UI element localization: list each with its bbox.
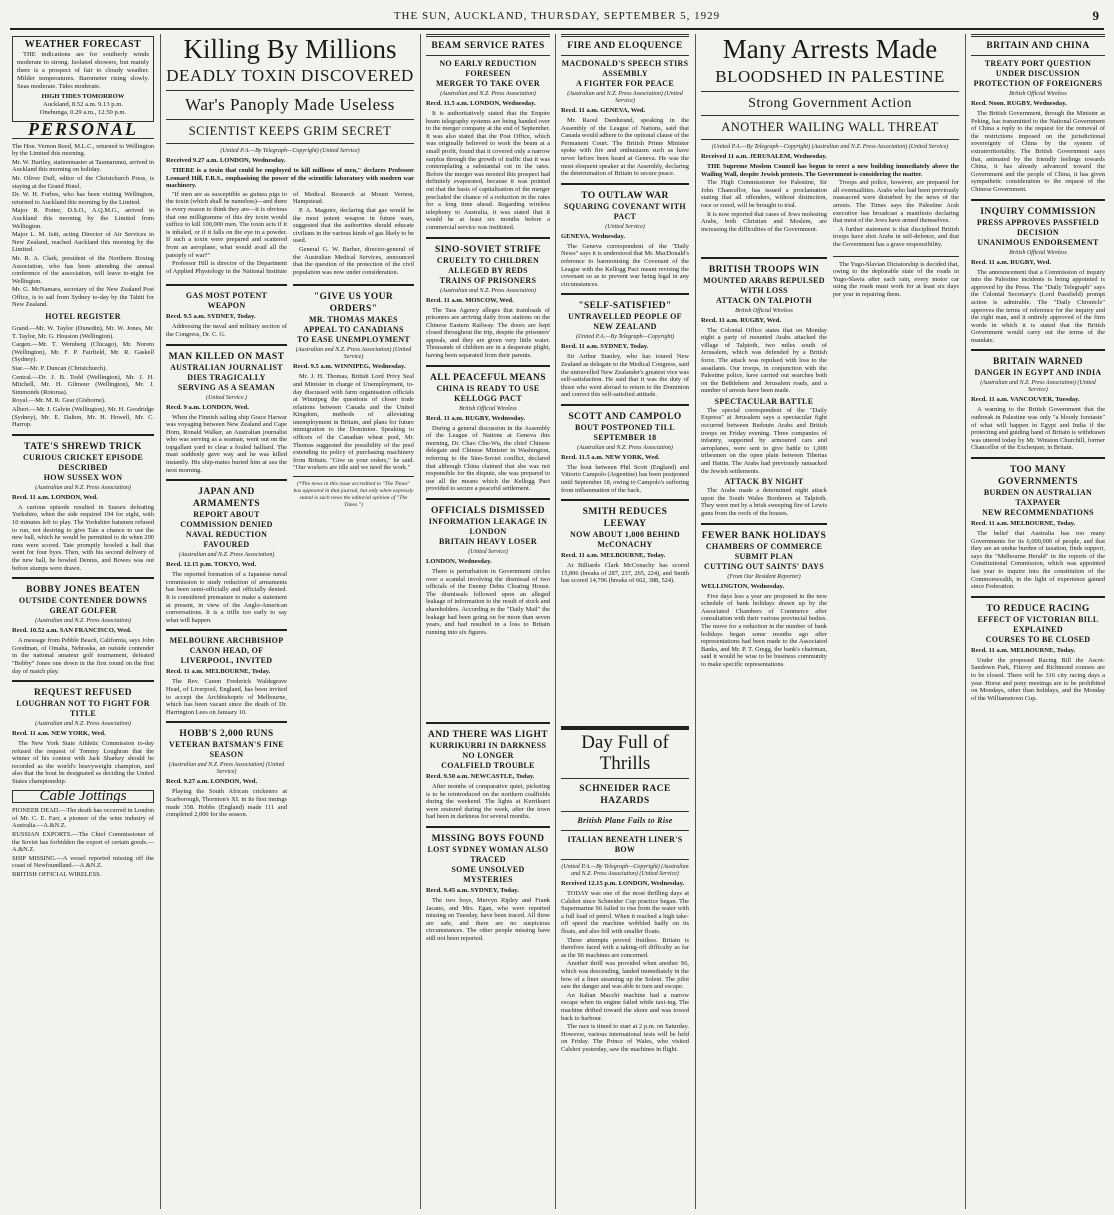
column-6 bbox=[701, 34, 959, 1209]
china-headline: BRITAIN AND CHINA bbox=[986, 41, 1090, 51]
fire-subhead-2: A FIGHTER FOR PEACE bbox=[576, 79, 674, 88]
column-2 bbox=[166, 34, 414, 1209]
campolo-subhead: BOUT POSTPONED TILL SEPTEMBER 18 bbox=[574, 422, 676, 442]
personal-item: Major L. M. Isitt, acting Director of Air Services in New Zealand, reached Auckland this morning by the Limited. bbox=[12, 231, 154, 254]
inquiry-headline: INQUIRY COMMISSION bbox=[980, 206, 1096, 217]
fire-dateline: Recd. 11 a.m. GENEVA, Wed. bbox=[561, 107, 646, 114]
col6-right bbox=[833, 252, 959, 670]
china-dateline: Recd. Noon. RUGBY, Wednesday. bbox=[971, 100, 1067, 107]
light-body: After months of comparative quiet, picketing is to be reintroduced on the northern coalfields during the weekend. The lights at Kurrikurri were restored during the week, after the town had been in darkness for several months. bbox=[426, 783, 550, 821]
officials-credit: (United Service) bbox=[468, 549, 508, 555]
warned-credit: (Australian and N.Z. Press Association) (United Service) bbox=[980, 380, 1096, 394]
body-para: A further statement is that disciplined British troops have shot Arabs in self-defence, and that the Government has a grave responsibility. bbox=[833, 225, 959, 248]
china-header bbox=[971, 34, 1105, 56]
fire-credit: (Australian and N.Z. Press Association) (United Service) bbox=[567, 91, 683, 104]
thrills-headline: Day Full of Thrills bbox=[581, 732, 669, 774]
thrills-subhead: SCHNEIDER RACE HAZARDS bbox=[579, 784, 671, 806]
warned-body: A warning to the British Government that the outbreak in Palestine was only "a bloody foretaste" of what will happen in Egypt and India if the protecting and guiding hand of Britain is withdrawn was uttered today by Mr. Winston Churchill, former Chancellor of the Exchequer, in Britain. bbox=[971, 406, 1105, 452]
campolo-body: The bout between Phil Scott (England) and Vittorio Campolo (Argentine) has been postponed until September 18, owing to Campolo's suffering from inflammation of the back. bbox=[561, 463, 689, 494]
campolo-dateline: Recd. 11.5 a.m. NEW YORK, Wed. bbox=[561, 453, 660, 461]
killing-subhead-3: SCIENTIST KEEPS GRIM SECRET bbox=[188, 124, 392, 138]
column-3 bbox=[426, 34, 550, 721]
page-number: 9 bbox=[1092, 8, 1100, 23]
china-subhead-2: PROTECTION OF FOREIGNERS bbox=[973, 79, 1103, 88]
smith-body: At Billiards Clark McConachy has scored 15,896 (breaks of 287, 237, 265, 224), and Smith has scored 14,796 (breaks of 662, 388, 524). bbox=[561, 562, 689, 585]
yugoslav-body: The Yugo-Slavian Dictatorship is decided that, owing to the deplorable state of the roads in Yugo-Slavia after each rain, every motor car using the roads must work for at least six days per year in repairing them. bbox=[833, 260, 959, 298]
beam-headline: BEAM SERVICE RATES bbox=[431, 41, 545, 51]
governments-headline: TOO MANY GOVERNMENTS bbox=[998, 465, 1078, 488]
satisfied-body: Sir Arthur Stanley, who has toured New Zealand as delegate to the Medical Congress, said the untravelled New Zealander's greatest vice was self-satisfaction. He said that it was the duty of those who went abroad to return to the Dominion and correct this self-satisfied attitude. bbox=[561, 353, 689, 399]
personal-item: Major R. Potter, D.S.O., A.Q.M.G., arrived in Auckland this morning by the Limited from Wellington. bbox=[12, 207, 154, 230]
warned-dateline: Recd. 11 a.m. VANCOUVER, Tuesday. bbox=[971, 396, 1080, 404]
holidays-subhead: CHAMBERS OF COMMERCE SUBMIT PLAN bbox=[705, 541, 823, 561]
arrests-subhead: BLOODSHED IN PALESTINE bbox=[715, 67, 945, 86]
hobbs-body: Playing the South African cricketers at Scarborough, Thornton's XI. in its first innings made 358. Hobbs (England) made 111 and completed 2,000 for the season. bbox=[166, 788, 287, 819]
killing-credit: (United P.A.—By Telegraph—Copyright) (United Service) bbox=[220, 148, 360, 154]
personal-item: The Hon. Vernon Reed, M.L.C., returned to Wellington by the Limited this morning. bbox=[12, 142, 154, 158]
body-para: The race is timed to start at 2 p.m. on Saturday. However, various international tests will be held on Friday. The Prince of Wales, who visited Calshot yesterday, saw the machines in flight. bbox=[561, 1023, 689, 1053]
weather-forecast bbox=[12, 36, 154, 122]
night-attack-body: The Arabs made a determined night attack upon the South Wales Borderers at Talpioth. They were met by a brisk sweeping fire of Lewis guns from the roofs of the houses. bbox=[701, 487, 827, 517]
mast-dateline: Recd. 9 a.m. LONDON, Wed. bbox=[166, 403, 249, 411]
outlaw-body: The Geneva correspondent of the "Daily News" says it is understood that Mr. MacDonald's reference to harmonising the Covenant of the League with the Kellogg Pact meant revising the covenant so as to prevent war being legal in any circumstances. bbox=[561, 242, 689, 288]
racing-dateline: Recd. 11 a.m. MELBOURNE, Today. bbox=[971, 646, 1076, 654]
column-rule bbox=[420, 34, 421, 1209]
column-rule bbox=[160, 34, 161, 1209]
killing-body bbox=[166, 191, 414, 277]
soviet-subhead: CRUELTY TO CHILDREN ALLEGED BY REDS bbox=[436, 255, 540, 275]
jones-credit: (Australian and N.Z. Press Association) bbox=[35, 618, 131, 625]
hobbs-subhead: VETERAN BATSMAN'S FINE SEASON bbox=[169, 740, 284, 760]
jones-subhead: OUTSIDE CONTENDER DOWNS GREAT GOLFER bbox=[18, 596, 148, 616]
mast-subhead-2: SERVING AS A SEAMAN bbox=[177, 382, 276, 392]
body-para: TODAY was one of the most thrilling days at Calshot since Schneider Cup practice began. The Supermarine S6 failed to rise from the water with a full load of petrol. When it reached a high take-off speed the machine wobbled badly on its floats, and also fell with smaller floats. bbox=[561, 890, 689, 935]
beam-credit: (Australian and N.Z. Press Association) bbox=[440, 91, 536, 97]
mast-credit: (United Service.) bbox=[206, 394, 247, 401]
archbishop-headline: MELBOURNE ARCHBISHOP bbox=[169, 636, 284, 646]
troops-subhead-2: ATTACK ON TALPIOTH bbox=[716, 295, 812, 305]
column-1 bbox=[12, 34, 154, 1209]
column-rule bbox=[965, 34, 966, 1209]
inquiry-dateline: Recd. 11 a.m. RUGBY, Wed. bbox=[971, 258, 1052, 266]
refused-dateline: Recd. 11 a.m. NEW YORK, Wed. bbox=[12, 730, 106, 738]
hotel-item: Star.—Mr. P. Duncan (Christchurch). bbox=[12, 365, 107, 373]
weather-title: WEATHER FORECAST bbox=[24, 39, 142, 50]
column-rule bbox=[695, 34, 696, 1209]
battle-headline: SPECTACULAR BATTLE bbox=[714, 396, 814, 406]
killing-dateline: Received 9.27 a.m. LONDON, Wednesday. bbox=[166, 157, 286, 164]
masthead bbox=[10, 6, 1104, 30]
archbishop-dateline: Recd. 11 a.m. MELBOURNE, Today. bbox=[166, 668, 271, 676]
inquiry-subhead: PRESS APPROVES PASSFIELD DECISION bbox=[976, 217, 1100, 237]
peaceful-dateline: Recd. 11 a.m. RUGBY, Wednesday. bbox=[426, 414, 526, 422]
fire-headline: FIRE AND ELOQUENCE bbox=[567, 41, 683, 51]
missing-body: The two boys, Mervyn Ripley and Frank Jacano, and Mrs. Egan, who were reported missing on Tuesday, have been traced. All three are safe, and there are no suspicious circumstances. The other people missing have still not been reported. bbox=[426, 896, 550, 942]
beam-subhead-2: MERGER TO TAKE OVER bbox=[435, 79, 541, 88]
holidays-body: Five days less a year are proposed in the new schedule of bank holidays drawn up by the Associated Chambers of Commerce after consultation with their various provincial bodies. The move for a reduction in the number of bank holidays began some months ago after representations had been made to the Associated Banks, and Mr. P. T. Gregg, the bank's chairman, said it would be wise to be business community to make specific representations. bbox=[701, 592, 827, 668]
beam-header bbox=[426, 34, 550, 56]
inquiry-subhead-2: UNANIMOUS ENDORSEMENT bbox=[977, 237, 1099, 247]
tides-title: HIGH TIDES TOMORROW bbox=[41, 93, 125, 100]
soviet-body: The Tass Agency alleges that trainloads of prisoners are arriving daily from stations on the Chinese Eastern Railway. The doors are kept closed throughout the trip, despite the prisoners' appeals, and they are given very little water. Thousands of children are in a desperate plight, having been separated from their parents. bbox=[426, 306, 550, 360]
governments-subhead: BURDEN ON AUSTRALIAN TAXPAYER bbox=[983, 488, 1093, 508]
arrests-body bbox=[701, 179, 959, 248]
fire-body: Mr. Raoul Dandurand, speaking in the Assembly of the League of Nations, said that Canada would adhere to the optional clause of the Permanent Court. The British Prime Minister spoke with fire and enthusiasm such as have never before been heard at Geneva. He was the most eloquent speaker at the Assembly, declaring the determination of Britain to secure peace. bbox=[561, 117, 689, 178]
orders-dateline: Recd. 9.5 a.m. WINNIPEG, Wednesday. bbox=[293, 363, 406, 371]
peaceful-credit: British Official Wireless bbox=[459, 405, 517, 412]
china-subhead: TREATY PORT QUESTION UNDER DISCUSSION bbox=[984, 59, 1092, 78]
light-dateline: Recd. 9.50 a.m. NEWCASTLE, Today. bbox=[426, 773, 535, 780]
orders-subhead-2: TO EASE UNEMPLOYMENT bbox=[297, 335, 410, 345]
governments-dateline: Recd. 11 a.m. MELBOURNE, Today. bbox=[971, 520, 1076, 528]
orders-credit: (Australian and N.Z. Press Association) (United Service) bbox=[295, 347, 412, 361]
thrills-dateline: Received 12.15 p.m. LONDON, Wednesday. bbox=[561, 880, 685, 887]
campolo-credit: (Australian and N.Z. Press Association) bbox=[577, 444, 673, 451]
soviet-credit: (Australian and N.Z. Press Association) bbox=[440, 287, 536, 294]
hotel-item: Albert.—Mr. J. Galvin (Wellington), Mr. H. Goodridge (Sydney), Mr. E. Dalton, Mr. H. Howell, Mr. C. Harrop. bbox=[12, 406, 154, 429]
hotel-item: Central.—Dr. J. B. Todd (Wellington), Mr. J. H. Mitchell, Mr. H. Gilmour (Wellington), Mr. J. Simmonds (Rotorua). bbox=[12, 373, 154, 396]
troops-headline: BRITISH TROOPS WIN bbox=[708, 264, 820, 275]
tate-dateline: Recd. 11 a.m. LONDON, Wed. bbox=[12, 493, 98, 501]
night-attack-headline: ATTACK BY NIGHT bbox=[724, 477, 804, 487]
jones-body: A message from Pebble Beach, California, says John Goodman, of Omaha, Nebraska, an outside contender in the national amateur golf tournament, defeated "Bobby" Jones one down in the first round on the first day of match play. bbox=[12, 637, 154, 675]
refused-subhead: LOUGHRAN NOT TO FIGHT FOR TITLE bbox=[16, 699, 150, 719]
soviet-dateline: Recd. 11 a.m. MOSCOW, Wed. bbox=[426, 296, 514, 304]
body-para: General G. W. Barber, director-general of the Australian Medical Services, announced that the question of the protection of the civil population was now under consideration. bbox=[293, 245, 414, 276]
smith-headline: SMITH REDUCES LEEWAY bbox=[582, 507, 668, 530]
outlaw-credit: (United Service) bbox=[605, 223, 645, 230]
arrests-subhead-3: ANOTHER WAILING WALL THREAT bbox=[721, 120, 939, 134]
outlaw-subhead: SQUARING COVENANT WITH PACT bbox=[564, 201, 686, 221]
light-subhead: KURRIKURRI IN DARKNESS NO LONGER bbox=[429, 741, 547, 760]
tate-subhead-2: HOW SUSSEX WON bbox=[43, 472, 123, 482]
satisfied-dateline: Recd. 11 a.m. SYDNEY, Today. bbox=[561, 343, 649, 351]
refused-headline: REQUEST REFUSED bbox=[34, 688, 132, 699]
cable-item: BRITISH OFFICIAL WIRELESS. bbox=[12, 871, 102, 878]
battle-body: The special correspondent of the "Daily Express" at Jerusalem says a spectacular fight occurred between Bedouin Arabs and British troops on Friday evening. Three companies of infantry, supported by armoured cars and aeroplanes, were sent to give battle to 1,000 tribesmen on the open plain between Tiberias and Hattin. The Arabs had previously ransacked the Jewish settlements. bbox=[701, 406, 827, 475]
troops-subhead: MOUNTED ARABS REPULSED WITH LOSS bbox=[703, 275, 825, 295]
japan-body: The reported formation of a Japanese naval commission to study reduction of armaments has been semi-officially and officially denied. It is considered premature to make a statement at present, in view of the Anglo-American conversations. It is a trifle too early to say what will happen. bbox=[166, 571, 287, 624]
officials-subhead: INFORMATION LEAKAGE IN LONDON bbox=[428, 517, 548, 536]
arrests-subhead-2: Strong Government Action bbox=[748, 96, 912, 111]
hotel-list bbox=[12, 325, 154, 429]
missing-dateline: Recd. 9.45 a.m. SYDNEY, Today. bbox=[426, 886, 519, 894]
governments-body: The belief that Australia has too many Governments for its 6,000,000 of people, and that they are an undue burden of taxation, finds support, says the "Melbourne Herald" in the reports of the Constitutional Commission, which was appointed last year to inquire into the constitution of the Commonwealth, in the light of experience gained since Federation. bbox=[971, 530, 1105, 591]
body-para: Three attempts proved fruitless. Britain is therefore faced with a taking-off difficulty as far as the S6 machines are concerned. bbox=[561, 936, 689, 959]
mast-headline: MAN KILLED ON MAST bbox=[168, 351, 285, 362]
peaceful-headline: ALL PEACEFUL MEANS bbox=[430, 372, 546, 383]
killing-lead: THERE is a toxin that could be employed to kill millions of men," declares Professor Leonard Hill, F.R.S., emphasising the power of the scientific laboratory with modern war machinery. bbox=[166, 167, 414, 190]
satisfied-subhead: UNTRAVELLED PEOPLE OF NEW ZEALAND bbox=[568, 312, 682, 332]
holidays-credit: (From Our Resident Reporter) bbox=[727, 573, 801, 580]
thrills-column bbox=[561, 728, 689, 1209]
tate-subhead: CURIOUS CRICKET EPISODE DESCRIBED bbox=[22, 452, 144, 472]
body-para: "If men are as susceptible as guinea pigs to the toxin (which shall be nameless)—and there is every reason to think they are—it is obvious that one milligramme of this dry toxin would suffice to kill 100,000 men. The toxin acts if it is inhaled, or if it falls on the eye in a powder. If such a toxin were prepared and scattered from an aeroplane, what would avail all the panoply of war?" bbox=[166, 190, 287, 259]
arrests-headline: Many Arrests Made bbox=[722, 34, 938, 64]
arrests-dateline: Received 11 a.m. JERUSALEM, Wednesday. bbox=[701, 153, 827, 160]
japan-subhead-2: NAVAL REDUCTION FAVOURED bbox=[185, 530, 268, 550]
gas-headline: GAS MOST POTENT WEAPON bbox=[185, 291, 268, 311]
killing-subhead: DEADLY TOXIN DISCOVERED bbox=[166, 66, 414, 85]
troops-credit: British Official Wireless bbox=[735, 307, 793, 314]
hobbs-headline: HOBB'S 2,000 RUNS bbox=[179, 729, 274, 740]
col6-left bbox=[701, 252, 827, 670]
refused-credit: (Australian and N.Z. Press Association) bbox=[35, 721, 131, 728]
light-headline: AND THERE WAS LIGHT bbox=[428, 730, 548, 740]
racing-subhead: EFFECT OF VICTORIAN BILL EXPLAINED bbox=[977, 614, 1099, 634]
peaceful-subhead: CHINA IS READY TO USE KELLOGG PACT bbox=[436, 383, 540, 403]
arrests-lead: THE Supreme Moslem Council has begun to erect a new building immediately above the Wailing Wall, despite Jewish protests. The Government is considering the matter. bbox=[701, 163, 959, 178]
light-subhead-2: COALFIELD TROUBLE bbox=[441, 761, 535, 770]
cable-jottings-title: Cable Jottings bbox=[12, 790, 154, 804]
satisfied-credit: (United P.A.—By Telegraph—Copyright) bbox=[575, 334, 675, 341]
column-4 bbox=[561, 34, 689, 721]
tides-onehunga: Onehunga, 0.29 a.m., 12.50 p.m. bbox=[39, 109, 127, 116]
peaceful-body: During a general discussion in the Assembly of the League of Nations at Geneva this morning, Dr. Chao Chu-Wu, the chief Chinese delegate and Chinese Minister in Washington, referring to the Sino-Soviet conflict, declared that although China claimed that she was not responsible for the dispute, she was prepared to use all the means which the Kellogg Pact provided to secure a peaceful settlement. bbox=[426, 424, 550, 493]
personal-item: Mr. Oliver Duff, editor of the Christchurch Press, is staying at the Grand Hotel. bbox=[12, 174, 154, 190]
holidays-subhead-2: CUTTING OUT SAINTS' DAYS bbox=[704, 561, 824, 571]
column-7 bbox=[971, 34, 1105, 1209]
missing-subhead-2: SOME UNSOLVED MYSTERIES bbox=[451, 864, 525, 884]
holidays-dateline: WELLINGTON, Wednesday. bbox=[701, 582, 785, 590]
personal-title: PERSONAL bbox=[27, 119, 139, 139]
china-body: The British Government, through the Minister at Peking, has transmitted to the National Government of China a reply to the request for the removal of the restrictions imposed on the jurisdictional sovereignty of China by the system of extraterritoriality. The British Government says that, animated by the friendly feelings towards China, it has already advanced toward the Government and the people of China, it has given sympathetic consideration to the request of the Chinese Government. bbox=[971, 110, 1105, 193]
archbishop-subhead: CANON HEAD, OF LIVERPOOL, INVITED bbox=[180, 646, 273, 666]
racing-subhead-2: COURSES TO BE CLOSED bbox=[985, 634, 1091, 644]
hotel-item: Royal.—Mr. M. R. Gear (Gisborne). bbox=[12, 397, 106, 405]
times-notice: (*The news in this issue accredited to "The Times" has appeared in that journal, but only when expressly stated is such news the editorial opinion of "The Times.") bbox=[293, 481, 414, 509]
smith-subhead: NOW ABOUT 1,000 BEHIND McCONACHY bbox=[570, 530, 680, 550]
soviet-subhead-2: TRAINS OF PRISONERS bbox=[439, 275, 537, 285]
personal-item: Mr. W. Hartley, stationmaster at Taumarunui, arrived in Auckland this morning on holiday. bbox=[12, 158, 154, 174]
arrests-credit: (United P.A.—By Telegraph—Copyright) (Australian and N.Z. Press Association) (United Service) bbox=[711, 144, 949, 150]
mast-subhead: AUSTRALIAN JOURNALIST DIES TRAGICALLY bbox=[170, 362, 283, 382]
gas-dateline: Recd. 9.5 a.m. SYDNEY, Today. bbox=[166, 313, 256, 321]
officials-body: There is perturbation in Government circles over a scandal involving the dismissal of two officials of the Enemy Debts Clearing House. The dismissals followed upon an alleged leakage of information to the result of stock and shareholders. According to the "Daily Mail" the leakage had been going on for more than seven years, and had resulted in a loss to Britain running into six figures. bbox=[426, 568, 550, 636]
col6-split bbox=[701, 252, 959, 670]
jones-headline: BOBBY JONES BEATEN bbox=[26, 585, 140, 596]
tate-headline: TATE'S SHREWD TRICK bbox=[24, 441, 142, 452]
missing-subhead: LOST SYDNEY WOMAN ALSO TRACED bbox=[427, 844, 549, 864]
orders-headline: "GIVE US YOUR ORDERS" bbox=[313, 292, 394, 315]
troops-dateline: Recd. 11 a.m. RUGBY, Wed. bbox=[701, 316, 782, 324]
archbishop-body: The Rev. Canon Frederick Waldegrave Head, of Liverpool, England, has been invited to accept the Archbishopric of Melbourne, which has been vacant since the death of Dr. Harrington Lees on January 10. bbox=[166, 678, 287, 716]
body-para: An Italian Macchi machine had a narrow escape when its engine failed while taxi-ing. The machine drifted toward the shore and was towed back to harbour. bbox=[561, 991, 689, 1022]
campolo-headline: SCOTT AND CAMPOLO bbox=[568, 411, 682, 422]
cable-item: SHIP MISSING.—A vessel reported missing off the coast of Newfoundland.—A.&N.Z. bbox=[12, 854, 154, 870]
masthead-title: THE SUN, AUCKLAND, THURSDAY, SEPTEMBER 5, 1929 bbox=[393, 10, 721, 22]
beam-body: It is authoritatively stated that the Empire beam telegraphy systems are being handed over to the merger company at the end of September. It was also stated that the Post Office, which was originally believed to work the beam at a small profit, found that it covered only a narrow surplus through the growth of traffic that it was contemplating a substantial cut in the rates. Before the merger was mooted this prospect had definitely evaporated, because it was pointed out that the basis of capitalisation of the merger precluded the chance of a reduction in the rates for a long time ahead. Regarding wireless telephony to Australia, it was stated that it would be at least six months before a commercial service was instituted. bbox=[426, 110, 550, 231]
soviet-headline: SINO-SOVIET STRIFE bbox=[434, 244, 542, 255]
thrills-subhead-3: ITALIAN BENEATH LINER'S BOW bbox=[567, 835, 683, 854]
cable-item: RUSSIAN EXPORTS.—The Chief Commissioner of the Soviet has forbidden the export of certain goods.—A.&N.Z. bbox=[12, 831, 154, 854]
governments-subhead-2: NEW RECOMMENDATIONS bbox=[982, 508, 1094, 518]
satisfied-headline: "SELF-SATISFIED" bbox=[578, 301, 672, 312]
hotel-register-title: HOTEL REGISTER bbox=[45, 312, 121, 322]
japan-subhead: REPORT ABOUT COMMISSION DENIED bbox=[180, 510, 273, 530]
troops-body: The Colonial Office states that on Monday night a party of mounted Arabs attacked the village of Talpioth, two miles south of Jerusalem, which was defended by a British force. The attack was repulsed with loss to the assailants. Our troops, in conjunction with the Palestine police, have carried out searches both on the Bethlehem and Jerusalem roads, and a number of arrests have been made. bbox=[701, 326, 827, 395]
col2-right bbox=[293, 279, 414, 819]
body-para: It is now reported that cases of Jews molesting Arabs, both Christian and Moslem, are increasing the difficulties of the Government. bbox=[701, 210, 827, 233]
warned-headline: BRITAIN WARNED bbox=[993, 357, 1083, 368]
col2-split bbox=[166, 279, 414, 819]
japan-credit: (Australian and N.Z. Press Association) bbox=[178, 552, 275, 559]
tate-body: A curious episode resulted in Sussex defeating Yorkshire, when the side required 194 for eight, with 10 minutes left to play. The Yorkshire batsmen refused to run, not desiring to give Tate a chance to use the new ball, which he would be permitted to do when 200 runs were scored. Tate promptly bowled a ball that went for four byes. Then, with his second delivery of the new ball, he bowled Dennis, and Bowes was out before stumps were drawn. bbox=[12, 503, 154, 572]
hotel-item: Grand.—Mr. W. Taylor (Dunedin), Mr. W. Jones, Mr. T. Taylor, Mr. G. Houston (Wellington). bbox=[12, 325, 154, 340]
personal-list bbox=[12, 143, 154, 309]
body-para: The High Commissioner for Palestine, Sir John Chancellor, has issued a proclamation stating that all offenders, without distinction, race or creed, will be brought to trial. bbox=[701, 179, 827, 209]
hobbs-dateline: Recd. 9.27 a.m. LONDON, Wed. bbox=[166, 778, 258, 786]
orders-subhead: MR. THOMAS MAKES APPEAL TO CANADIANS bbox=[303, 315, 404, 335]
jones-dateline: Recd. 10.52 a.m. SAN FRANCISCO, Wed. bbox=[12, 627, 132, 635]
thrills-credit: (United P.A.—By Telegraph—Copyright) (Australian and N.Z. Press Association) (United Service) bbox=[561, 864, 689, 877]
officials-subhead-2: BRITAIN HEAVY LOSER bbox=[438, 537, 538, 546]
body-para: Troops and police, however, are prepared for all eventualities. Arabs who had been previously massacred were disturbed by the news of the arrests. The Times says the Palestine Arab executive has broadcast a manifesto declaring that most of the Jews have armed themselves. bbox=[833, 179, 959, 225]
beam-dateline: Recd. 11.5 a.m. LONDON, Wednesday. bbox=[426, 100, 536, 107]
mast-body: When the Finnish sailing ship Grace Harwar was voyaging between New Zealand and Cape Horn, Ronald Walker, an Australian journalist who was serving as a seaman, went out on the topgallant yard to clear a fouled halliard. The mast suddenly gave way and he was killed instantly. His ship-mates buried him at sea the next morning. bbox=[166, 413, 287, 474]
warned-subhead: DANGER IN EGYPT AND INDIA bbox=[974, 368, 1102, 378]
fire-subhead: MACDONALD'S SPEECH STIRS ASSEMBLY bbox=[561, 59, 689, 78]
inquiry-body: The announcement that a Commission of inquiry into the Palestine incidents is being appointed is approved by the Press. The "Daily Telegraph" says the Colonial Secretary's (Lord Passfield) prompt action is admirable. The "Daily Chronicle" approves the terms of reference for the inquiry and the right man, and it entirely approved of the firm words in which it is stated that the British Government would carry out the terms of the mandate. bbox=[971, 268, 1105, 344]
tides-auckland: Auckland, 8.52 a.m. 9.13 p.m. bbox=[42, 101, 124, 108]
body-para: Another thrill was provided when another S6, which was descending, landed immediately in the bow of a liner steaming up the Solent. The pilot saw the danger and was able to turn and escape. bbox=[561, 960, 689, 991]
col2-left bbox=[166, 279, 287, 819]
personal-item: Mr. G. McNamara, secretary of the New Zealand Post Office, is to sail from Sydney to-day by the Tahiti for New Zealand. bbox=[12, 286, 154, 309]
tate-credit: (Australian and N.Z. Press Association) bbox=[35, 484, 131, 491]
body-para: P. A. Maguire, declaring that gas would be the most potent weapon in future wars, suggested that the authorities should educate civilians in the various kinds of gas likely to be used. bbox=[293, 206, 414, 245]
china-credit: British Official Wireless bbox=[1009, 91, 1067, 97]
officials-dateline: LONDON, Wednesday. bbox=[426, 558, 492, 565]
hobbs-credit: (Australian and N.Z. Press Association) (United Service) bbox=[168, 762, 285, 776]
officials-headline: OFFICIALS DISMISSED bbox=[431, 506, 545, 516]
racing-body: Under the proposed Racing Bill the Ascot-Sandown Park, Fitzroy and Richmond courses are to be closed. There will be 316 city racing days a year. Horse and pony meetings are to be prohibited on Mondays, other than holidays, and the Monday of the Williamstown Cup. bbox=[971, 656, 1105, 702]
japan-headline: JAPAN AND ARMAMENTS bbox=[193, 487, 260, 510]
personal-item: Mr. R. A. Clark, president of the Northern Boxing Association, who has been attending the annual conference of the association, will leave to-night for Wellington. bbox=[12, 254, 154, 285]
racing-headline: TO REDUCE RACING bbox=[986, 603, 1090, 614]
cable-item: PIONEER DEAD.—The death has occurred in London of Mr. C. E. Farr, a pioneer of the wine industry of Australia.—A.&N.Z. bbox=[12, 807, 154, 830]
killing-headline: Killing By Millions bbox=[183, 34, 397, 64]
inquiry-credit: British Official Wireless bbox=[1009, 249, 1067, 256]
body-para: Professor Hill is director of the Department of Applied Physiology in the National Institute of Medical Research at Mount Vernon, Hampstead. bbox=[166, 190, 414, 275]
gas-body: Addressing the naval and military section of the Congress, Dr. C. G. bbox=[166, 323, 287, 338]
holidays-headline: FEWER BANK HOLIDAYS bbox=[701, 530, 827, 541]
killing-subhead-2: War's Panoply Made Useless bbox=[185, 95, 395, 114]
smith-dateline: Recd. 11 a.m. MELBOURNE, Today. bbox=[561, 552, 666, 560]
missing-headline: MISSING BOYS FOUND bbox=[431, 833, 545, 844]
thrills-subhead-2: British Plane Fails to Rise bbox=[577, 816, 673, 825]
japan-dateline: Recd. 12.15 p.m. TOKYO, Wed. bbox=[166, 561, 257, 569]
weather-text: THE indications are for southerly winds moderate to strong. Isolated showers, but mainly there is a prospect of fair to cloudy weather. Milder temperatures. Barometer rising slowly. Seas moderate. Tides moderate. bbox=[17, 51, 149, 90]
refused-body: The New York State Athletic Commission to-day refused the request of Tommy Loughran that the winner of his contest with Jack Sharkey should be recorded as the world's heavyweight champion, and also that the bout be designated as deciding the United States championship. bbox=[12, 740, 154, 786]
beam-subhead: NO EARLY REDUCTION FORESEEN bbox=[439, 59, 537, 78]
personal-item: Dr. W. H. Forbes, who has been visiting Wellington, returned to Auckland this morning by the Limited. bbox=[12, 191, 154, 206]
outlaw-dateline: GENEVA, Wednesday. bbox=[561, 232, 626, 240]
orders-body: Mr. J. H. Thomas, British Lord Privy Seal and Minister in charge of Unemployment, to-day discussed with farm organisation officials at Winnipeg the questions of closer trade relations between Canada and the United Kingdom, methods of alleviating unemployment in Britain, and plans for future immigration to the Dominion. Speaking to officers of the Canadian wheat pool, Mr. Thomas suggested the possibility of the pool extending its policy of purchasing machinery from Britain. "Give us your orders," he said. "Our workers are idle and we need the work." bbox=[293, 373, 414, 472]
fire-header bbox=[561, 34, 689, 56]
cable-list bbox=[12, 807, 154, 878]
hotel-item: Cargen.—Mr. T. Wemberg (Chicago), Mr. Norem (Wellington), Mr. F. P. Fairfield, Mr. R. Gaskell (Sydney). bbox=[12, 341, 154, 364]
outlaw-headline: TO OUTLAW WAR bbox=[581, 190, 669, 201]
